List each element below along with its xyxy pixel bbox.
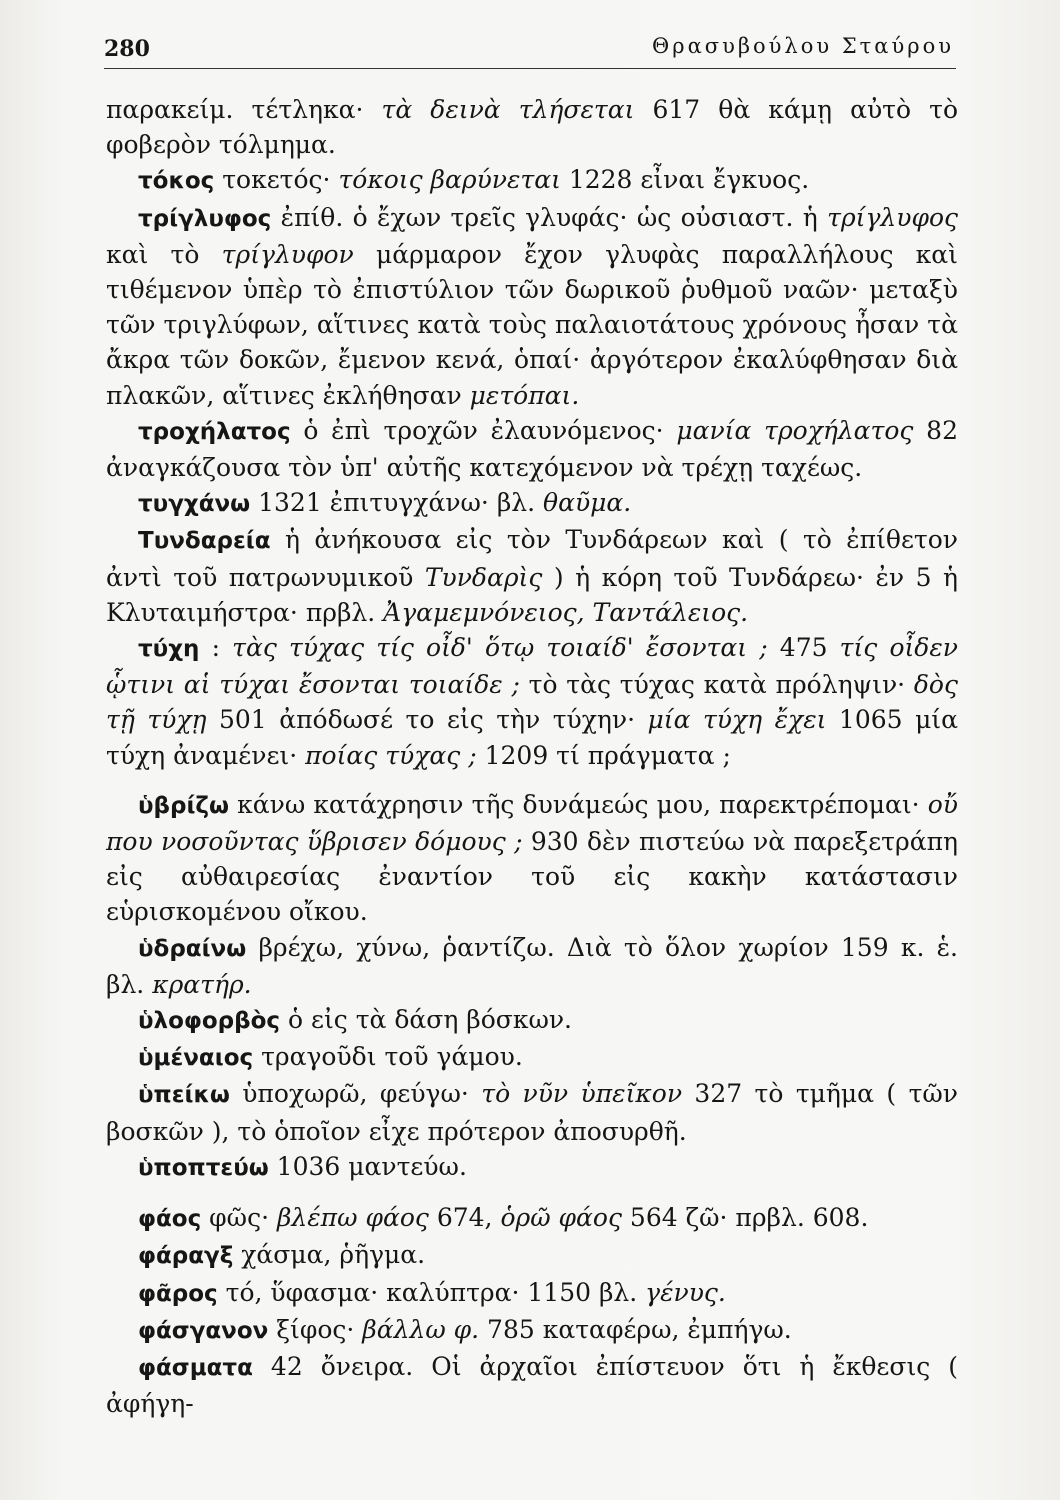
definition-text: 1065 μία τύχη ἀναμένει·	[106, 705, 958, 770]
headword: ὑποπτεύω	[138, 1154, 269, 1181]
headword: τόκος	[138, 168, 215, 195]
definition-text: :	[199, 633, 233, 663]
definition-text: 564 ζῶ· πρβλ. 608.	[621, 1203, 869, 1233]
definition-text: τοκετός·	[214, 165, 339, 195]
definition-text: τὸ τὰς τύχας κατὰ πρόληψιν·	[519, 670, 914, 700]
page-number: 280	[104, 36, 150, 62]
italic-citation: γένυς.	[645, 1277, 726, 1307]
definition-text: ) ἡ κόρη τοῦ Τυνδάρεω· ἐν 5 ἡ Κλυταιμήστρα· πρβλ.	[106, 562, 958, 627]
italic-citation: τὸ νῦν ὑπεῖκον	[481, 1079, 683, 1109]
glossary-entry	[106, 485, 958, 522]
italic-citation: τρίγλυφον	[221, 239, 354, 269]
definition-text: 1321 ἐπιτυγχάνω· βλ.	[250, 488, 544, 518]
definition-text: τραγοῦδι τοῦ γάμου.	[253, 1042, 523, 1072]
definition-text: ἐπίθ. ὁ ἔχων τρεῖς γλυφάς· ὡς οὐσιαστ. ἡ	[271, 202, 828, 232]
glossary-entry	[106, 1002, 958, 1039]
glossary-entry	[106, 413, 958, 485]
glossary-entry	[106, 1039, 958, 1076]
definition-text: 1209 τί πράγματα ;	[476, 740, 731, 770]
definition-text: ξίφος·	[268, 1314, 363, 1344]
glossary-entry	[106, 1076, 958, 1148]
italic-citation: οὔ που νοσοῦντας ὕβρισεν δόμους ;	[106, 789, 958, 857]
glossary-entry	[106, 787, 958, 930]
definition-text: 930 δὲν πιστεύω νὰ παρεξετράπη εἰς αὐθαιρεσίας ἐναντίον τοῦ εἰς κακὴν κατάστασιν εὑρισκομένου οἴκου.	[106, 827, 958, 927]
headword: Τυνδαρεία	[138, 528, 271, 555]
definition-text: κάνω κατάχρησιν τῆς δυνάμεώς μου, παρεκτρέπομαι·	[229, 789, 928, 819]
headword: τύχη	[138, 636, 200, 663]
headword: φάσγανον	[138, 1317, 269, 1344]
glossary-entry	[106, 1237, 958, 1274]
definition-text: ὁ εἰς τὰ δάση βόσκων.	[280, 1005, 573, 1035]
definition-text: μάρμαρον ἔχον γλυφὰς παραλλήλους καὶ τιθέμενον ὑπὲρ τὸ ἐπιστύλιον τῶν δωρικοῦ ῥυθμοῦ ναῶν· μεταξὺ τῶν τριγλύφων, αἵτινες κατὰ τοὺς παλαιοτάτους χρόνους ἦσαν τὰ ἄκρα τῶν δοκῶν, ἔμενον κενά, ὁπαί· ἀργότερον ἐκαλύφθησαν διὰ πλακῶν, αἵτινες ἐκλήθησαν	[106, 239, 958, 410]
headword: φάραγξ	[138, 1243, 234, 1270]
headword: φάσματα	[138, 1354, 253, 1381]
definition-text: χάσμα, ῥῆγμα.	[233, 1240, 426, 1270]
italic-citation: Τυνδαρὶς	[424, 562, 543, 592]
glossary-entry	[106, 630, 958, 773]
italic-citation: κρατήρ.	[152, 969, 252, 999]
page-header	[104, 28, 954, 68]
italic-citation: δὸς τῇ τύχῃ	[106, 670, 958, 735]
headword: τυγχάνω	[138, 491, 251, 518]
italic-citation: τρίγλυφος	[827, 202, 958, 232]
header-rule	[104, 68, 956, 69]
italic-citation: βάλλω φ.	[362, 1314, 480, 1344]
italic-citation: Ἀγαμεμνόνειος, Ταντάλειος.	[383, 597, 749, 627]
italic-citation: ποίας τύχας ;	[305, 740, 477, 770]
glossary-entry	[106, 1312, 958, 1349]
glossary-entry	[106, 1149, 958, 1186]
italic-citation: μανία τροχήλατος	[676, 415, 914, 445]
headword: ὑδραίνω	[138, 935, 247, 962]
italic-citation: θαῦμα.	[543, 488, 632, 518]
glossary-entry	[106, 162, 958, 199]
headword: φάος	[138, 1206, 202, 1233]
glossary-entry	[106, 1349, 958, 1421]
italic-citation: μετόπαι.	[469, 380, 580, 410]
definition-text: 617 θὰ κάμῃ αὐτὸ τὸ φοβερὸν τόλμημα.	[106, 95, 959, 160]
glossary-entry	[106, 1200, 958, 1237]
definition-text: 1228 εἶναι ἔγκυος.	[560, 165, 810, 195]
headword: ὑλοφορβὸς	[138, 1008, 281, 1035]
italic-citation: τόκοις βαρύνεται	[338, 165, 561, 195]
headword: φᾶρος	[138, 1280, 218, 1307]
italic-citation: τίς οἶδεν ᾧτινι αἱ τύχαι ἔσονται τοιαίδε ;	[106, 633, 958, 700]
running-head: Θρασυβούλου Σταύρου	[652, 34, 954, 58]
definition-text: φῶς·	[201, 1203, 277, 1233]
headword: ὑμέναιος	[138, 1045, 254, 1072]
headword: τροχήλατος	[138, 418, 291, 445]
glossary-entry	[106, 522, 958, 630]
headword: τρίγλυφος	[138, 205, 272, 232]
italic-citation: τὰ δεινὰ τλήσεται	[381, 95, 635, 124]
headword: ὑπείκω	[138, 1082, 230, 1109]
definition-text: τό, ὕφασμα· καλύπτρα· 1150 βλ.	[217, 1277, 646, 1307]
definition-text: ὑποχωρῶ, φεύγω·	[229, 1079, 482, 1109]
italic-citation: βλέπω φάος	[276, 1203, 429, 1233]
definition-text: 785 καταφέρω, ἐμπήγω.	[479, 1314, 792, 1344]
glossary-entry	[106, 930, 958, 1002]
italic-citation: μία τύχη ἔχει	[647, 705, 827, 735]
definition-text: 1036 μαντεύω.	[268, 1151, 467, 1181]
definition-text: 327 τὸ τμῆμα ( τῶν βοσκῶν ), τὸ ὁποῖον εἶχε πρότερον ἀποσυρθῆ.	[106, 1079, 959, 1146]
glossary-entry	[106, 200, 958, 413]
glossary-entry	[106, 92, 958, 162]
definition-text: παρακείμ. τέτληκα·	[106, 95, 382, 124]
italic-citation: ὁρῶ φάος	[500, 1203, 622, 1233]
headword: ὑβρίζω	[138, 792, 230, 819]
definition-text: 82 ἀναγκάζουσα τὸν ὑπ' αὐτῆς κατεχόμενον νὰ τρέχῃ ταχέως.	[106, 415, 958, 483]
definition-text: ἡ ἀνήκουσα εἰς τὸν Τυνδάρεων καὶ ( τὸ ἐπίθετον ἀντὶ τοῦ πατρωνυμικοῦ	[106, 525, 958, 592]
italic-citation: τὰς τύχας τίς οἶδ' ὅτῳ τοιαίδ' ἔσονται ;	[232, 633, 768, 663]
definition-text: 674,	[428, 1203, 501, 1233]
definition-text: 501 ἀπόδωσέ το εἰς τὴν τύχην·	[206, 705, 648, 735]
definition-text: ὁ ἐπὶ τροχῶν ἐλαυνόμενος·	[290, 415, 677, 445]
glossary-body	[106, 92, 958, 1421]
definition-text: καὶ τὸ	[106, 239, 222, 269]
glossary-entry	[106, 1275, 958, 1312]
definition-text: βρέχω, χύνω, ῥαντίζω. Διὰ τὸ ὅλον χωρίον 159 κ. ἑ. βλ.	[106, 932, 958, 999]
definition-text: 42 ὄνειρα. Οἱ ἀρχαῖοι ἐπίστευον ὅτι ἡ ἔκθεσις ( ἀφήγη-	[106, 1351, 958, 1419]
definition-text: 475	[767, 633, 840, 663]
